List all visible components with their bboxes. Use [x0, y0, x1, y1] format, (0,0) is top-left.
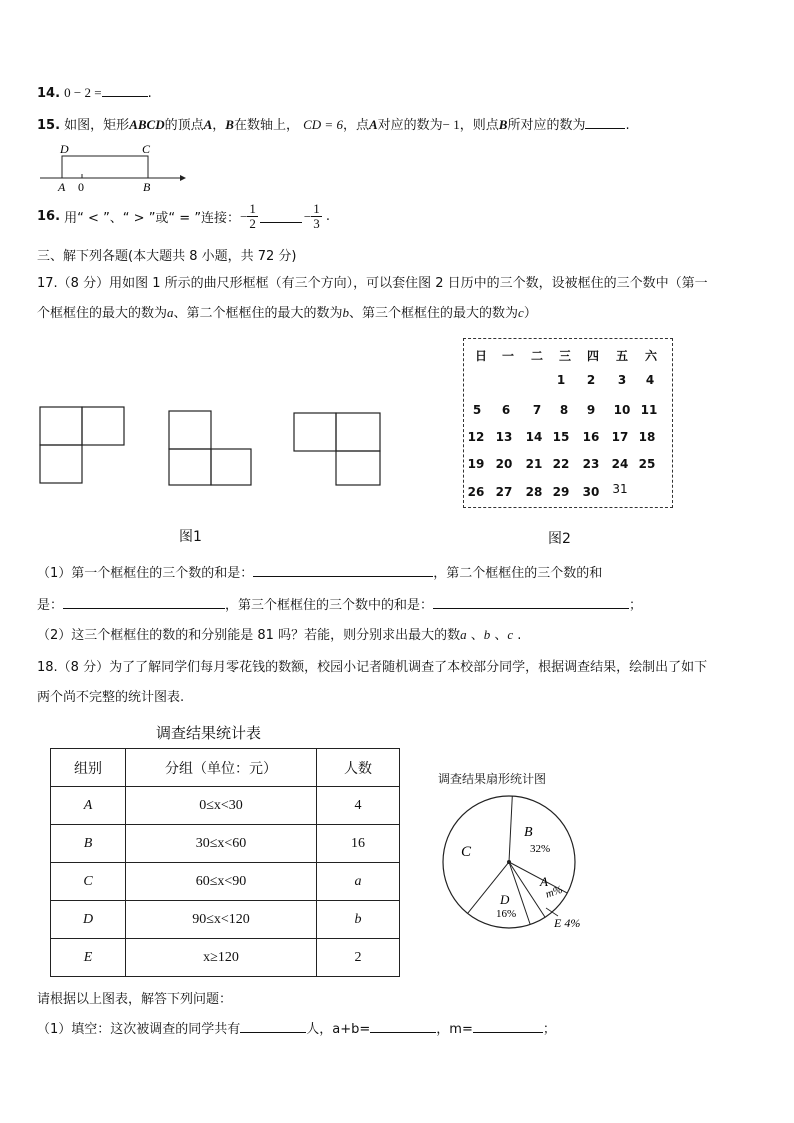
table-title: 调查结果统计表: [156, 724, 262, 742]
pie-label-E: E 4%: [554, 916, 581, 930]
pie-label-D: D: [500, 892, 510, 907]
q18-line2: 两个尚不完整的统计图表.: [37, 690, 185, 705]
pie-label-D-pct: 16%: [496, 908, 517, 920]
label-A: A: [58, 180, 66, 194]
q17-sub2: （2）这三个框框住的数的和分别能是 81 吗？若能，则分别求出最大的数a 、b 、c .: [37, 627, 522, 643]
pie-label-A-pct: m%: [543, 883, 565, 901]
q17-second-sum-blank[interactable]: [63, 596, 225, 609]
pie-label-B: B: [524, 825, 533, 840]
section-heading: 三、解下列各题(本大题共 8 小题，共 72 分): [37, 249, 297, 264]
q17-first-sum-blank[interactable]: [253, 564, 433, 577]
q14-answer-blank[interactable]: [102, 84, 148, 97]
q18-prompt: 请根据以上图表，解答下列问题：: [37, 992, 233, 1007]
label-D: D: [60, 142, 69, 156]
label-B: B: [143, 180, 151, 194]
pie-center: [507, 860, 511, 864]
q17-line1: 17.（8 分）用如图 1 所示的曲尺形框框（有三个方向），可以套住图 2 日历中的三个数，设被框住的三个数中（第一: [37, 276, 708, 291]
q15: 15. 如图，矩形ABCD的顶点A，B在数轴上， CD = 6，点A对应的数为− 1，则点B所对应的数为 .: [37, 117, 630, 133]
q15-number-line-diagram: [40, 142, 190, 194]
table-row: C 60≤x<90 a: [51, 863, 400, 901]
q17-sub1-line2: 是： ，第三个框框住的三个数中的和是： ；: [37, 598, 643, 613]
table-row: B 30≤x<60 16: [51, 825, 400, 863]
table-row: A 0≤x<30 4: [51, 787, 400, 825]
label-C: C: [142, 142, 151, 156]
q18-m-blank[interactable]: [473, 1020, 543, 1033]
q17-third-sum-blank[interactable]: [433, 596, 629, 609]
q14-expression: 0 − 2 =: [64, 85, 102, 100]
q15-answer-blank[interactable]: [585, 116, 625, 129]
pie-label-C: C: [461, 844, 472, 860]
q18-total-blank[interactable]: [240, 1020, 306, 1033]
pie-label-B-pct: 32%: [530, 843, 551, 855]
q14: 14. 0 − 2 = .: [37, 85, 152, 101]
survey-table: [50, 748, 400, 977]
pie-title: 调查结果扇形统计图: [438, 772, 547, 786]
table-header-row: 组别 分组（单位：元） 人数: [51, 749, 400, 787]
fraction-one-half: $\frac{1}{2}$: [249, 201, 256, 231]
q16: 16. 用“ < ”、“ > ”或“ = ”连接： − $\frac{1}{2}$ − $\frac{1}{3}$ .: [37, 201, 331, 231]
table-row: E x≥120 2: [51, 939, 400, 977]
q17-line2: 个框框住的最大的数为a、第二个框框住的最大的数为b、第三个框框住的最大的数为c）: [37, 305, 537, 321]
q17-sub1-line1: （1）第一个框框住的三个数的和是： ，第二个框框住的三个数的和: [37, 566, 603, 581]
q18-line1: 18.（8 分）为了了解同学们每月零花钱的数额，校园小记者随机调查了本校部分同学，根据调查结果，绘制出了如下: [37, 660, 708, 675]
fraction-one-third: $\frac{1}{3}$: [313, 201, 320, 231]
figure2-caption: 图2: [548, 531, 571, 547]
pie-label-A: A: [540, 874, 548, 889]
label-zero: 0: [78, 180, 84, 194]
pie-chart: [436, 790, 606, 940]
pie-slice-B: [509, 796, 512, 862]
figure1-caption: 图1: [179, 529, 202, 545]
table-row: D 90≤x<120 b: [51, 901, 400, 939]
calendar: 日 一 二 三 四 五 六 1 2 3 4 5 6 7 8 9 10 11 12 13 14 15 16 17 18 19 20 21 22 23 24 25 26 27 28 29 30 31: [463, 338, 673, 508]
q16-answer-blank[interactable]: [260, 210, 302, 223]
q18-sub1: （1）填空：这次被调查的同学共有 人，a+b= ，m= ；: [37, 1022, 556, 1037]
q18-a-plus-b-blank[interactable]: [370, 1020, 436, 1033]
figure1-l-shapes: [38, 405, 383, 487]
